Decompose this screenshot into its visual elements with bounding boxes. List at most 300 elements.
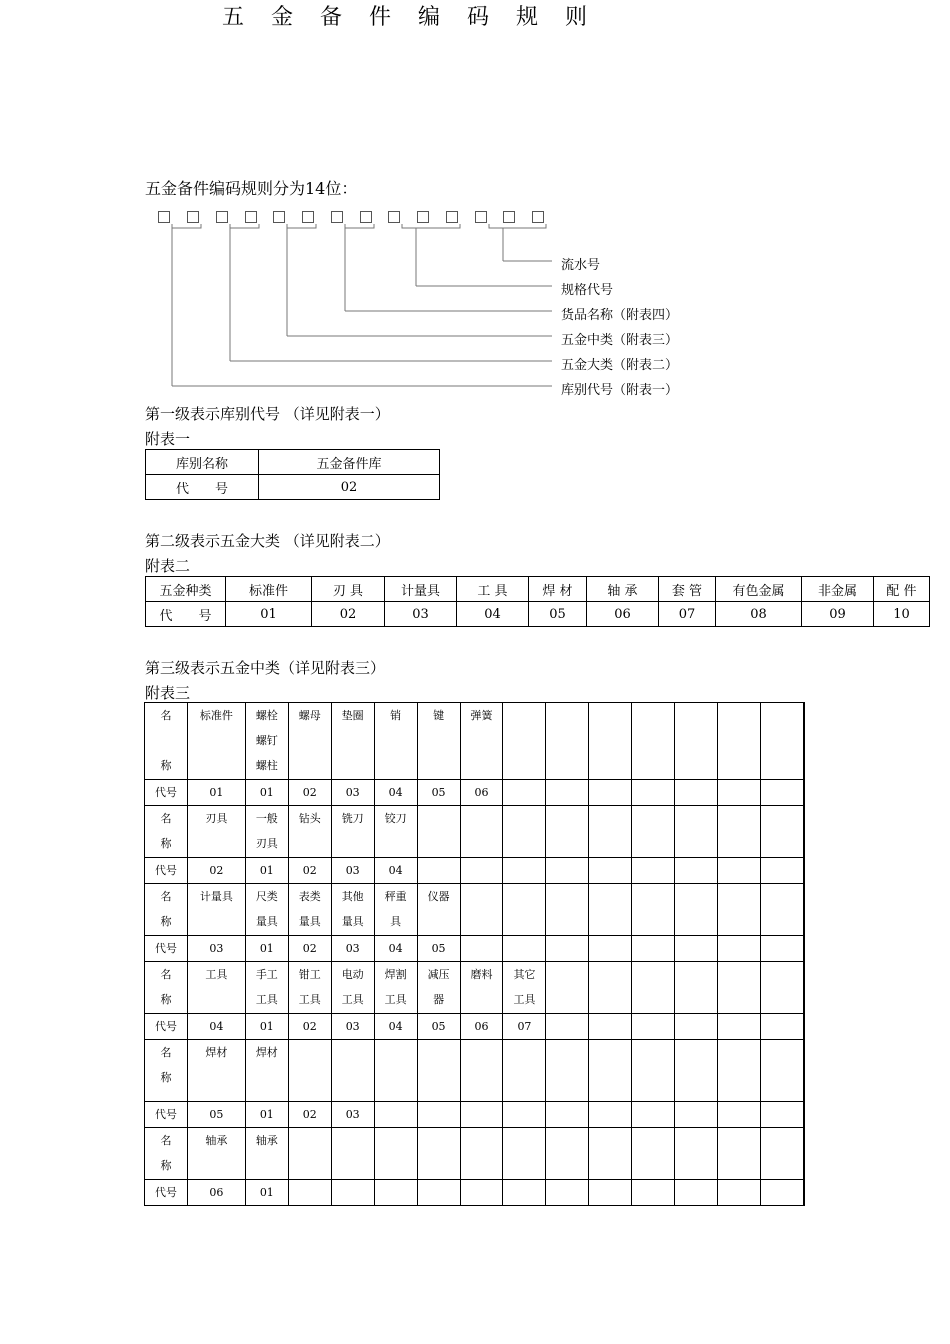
level3-table-title: 附表三: [145, 684, 191, 702]
table-row: [146, 577, 930, 602]
cell-text: 钳工: [298, 968, 321, 981]
table-cell: [503, 962, 546, 1014]
table-cell: [546, 858, 589, 884]
table-cell: [503, 1102, 546, 1128]
table-cell: 06: [460, 1014, 503, 1040]
table-cell: [760, 1014, 803, 1040]
table-cell: [374, 884, 417, 936]
table-cell: 05: [529, 602, 587, 627]
cell-text: 量具: [341, 915, 364, 928]
table-cell: [718, 1180, 761, 1206]
table-cell: [632, 936, 675, 962]
table-cell: 02: [312, 602, 385, 627]
table-cell: [288, 962, 331, 1014]
table-cell: [675, 1128, 718, 1180]
table-cell: [675, 1102, 718, 1128]
table-cell: [546, 1128, 589, 1180]
table-cell: [546, 780, 589, 806]
table-cell: 套 管: [659, 577, 716, 602]
cell-text: 磨料: [470, 968, 493, 981]
table-cell: 02: [288, 858, 331, 884]
table-cell: [675, 962, 718, 1014]
table-cell: 代号: [145, 858, 188, 884]
table-cell: [760, 806, 803, 858]
table-cell: [718, 1102, 761, 1128]
table-cell: [804, 1180, 805, 1206]
table-cell: [187, 806, 245, 858]
table-cell: 07: [503, 1014, 546, 1040]
cell-text: 尺类: [255, 890, 278, 903]
table-cell: [460, 962, 503, 1014]
table-cell: [718, 858, 761, 884]
table-cell: 代 号: [146, 475, 259, 500]
table-cell: [675, 1180, 718, 1206]
table-cell: 01: [187, 780, 245, 806]
cell-text: 一般: [255, 812, 278, 825]
cell-text: 工具: [341, 993, 364, 1006]
table-row: [145, 806, 805, 858]
table-cell: [187, 1128, 245, 1180]
table-cell: 05: [417, 936, 460, 962]
table-cell: [145, 962, 188, 1014]
table-cell: [760, 884, 803, 936]
table-cell: [760, 962, 803, 1014]
table-cell: [460, 936, 503, 962]
table-cell: [245, 884, 288, 936]
cell-text: 钻头: [298, 812, 321, 825]
table-cell: [460, 703, 503, 780]
table-cell: [632, 858, 675, 884]
table-cell: [718, 884, 761, 936]
cell-text: 轴承: [255, 1134, 278, 1147]
table-cell: [632, 806, 675, 858]
table-cell: [675, 858, 718, 884]
table-cell: [503, 1180, 546, 1206]
table-cell: [460, 858, 503, 884]
cell-text: 铰刀: [384, 812, 407, 825]
cell-text: 称: [160, 759, 172, 772]
table-cell: [331, 806, 374, 858]
table-cell: [187, 884, 245, 936]
table-cell: 计量具: [385, 577, 457, 602]
table-cell: 02: [259, 475, 440, 500]
table-cell: [503, 703, 546, 780]
cell-text: 仪器: [427, 890, 450, 903]
cell-text: 铣刀: [341, 812, 364, 825]
table-cell: [145, 884, 188, 936]
table-cell: [331, 703, 374, 780]
table-cell: [632, 1128, 675, 1180]
table-cell: [187, 703, 245, 780]
cell-text: 称: [160, 1159, 172, 1172]
table-cell: [245, 1040, 288, 1102]
table-cell: 03: [331, 858, 374, 884]
level2-table-title: 附表二: [145, 557, 191, 575]
table-cell: 02: [187, 858, 245, 884]
table-cell: 04: [374, 858, 417, 884]
table-cell: [632, 1014, 675, 1040]
table-cell: 03: [331, 780, 374, 806]
table-cell: 10: [874, 602, 930, 627]
table-cell: [632, 1040, 675, 1102]
table-cell: [503, 780, 546, 806]
table-cell: [589, 884, 632, 936]
table-cell: [546, 1040, 589, 1102]
table-cell: [718, 936, 761, 962]
table-cell: 代 号: [146, 602, 226, 627]
table-cell: [374, 1180, 417, 1206]
table-cell: 非金属: [802, 577, 874, 602]
table-cell: [675, 1040, 718, 1102]
table-cell: [503, 884, 546, 936]
table-cell: 03: [331, 936, 374, 962]
table-cell: [546, 1180, 589, 1206]
segment-label: 五金大类（附表二）: [561, 358, 679, 373]
segment-label: 五金中类（附表三）: [561, 333, 679, 348]
table-cell: 02: [288, 780, 331, 806]
cell-text: 键: [433, 709, 445, 722]
table-cell: [417, 1040, 460, 1102]
table-cell: 05: [187, 1102, 245, 1128]
table-cell: 06: [587, 602, 659, 627]
cell-text: 标准件: [199, 709, 233, 722]
table-cell: [546, 806, 589, 858]
table-cell: 06: [187, 1180, 245, 1206]
table-cell: [675, 703, 718, 780]
cell-text: 工具: [384, 993, 407, 1006]
table-cell: [374, 1128, 417, 1180]
table-row: [145, 1040, 805, 1102]
table-cell: [460, 1128, 503, 1180]
table-cell: 01: [245, 1180, 288, 1206]
table-cell: [718, 1040, 761, 1102]
table-cell: [145, 1040, 188, 1102]
table-cell: [331, 1128, 374, 1180]
table-cell: [804, 962, 805, 1014]
table-cell: [288, 1040, 331, 1102]
table-cell: [503, 858, 546, 884]
table-cell: 工 具: [457, 577, 529, 602]
table-cell: [245, 703, 288, 780]
cell-text: 焊割: [384, 968, 407, 981]
table-cell: [460, 884, 503, 936]
segment-label: 规格代号: [561, 283, 614, 298]
table-cell: [417, 884, 460, 936]
table-cell: [760, 858, 803, 884]
table-cell: [718, 1128, 761, 1180]
table-cell: [804, 936, 805, 962]
cell-text: 刃具: [255, 837, 278, 850]
table-row: [146, 602, 930, 627]
table-cell: [804, 1014, 805, 1040]
table-cell: [546, 1102, 589, 1128]
cell-text: 螺母: [298, 709, 321, 722]
cell-text: 电动: [341, 968, 364, 981]
table-cell: 09: [802, 602, 874, 627]
table-cell: [804, 1102, 805, 1128]
cell-text: 名: [160, 890, 172, 903]
cell-text: 名: [160, 1134, 172, 1147]
table-cell: [675, 806, 718, 858]
cell-text: 螺柱: [255, 759, 278, 772]
table-cell: [460, 1040, 503, 1102]
table-cell: 代号: [145, 936, 188, 962]
table-cell: 代号: [145, 1102, 188, 1128]
table-cell: 05: [417, 1014, 460, 1040]
table-cell: 代号: [145, 1180, 188, 1206]
cell-text: 量具: [298, 915, 321, 928]
table-cell: [145, 806, 188, 858]
table-cell: [760, 703, 803, 780]
table-cell: 04: [187, 1014, 245, 1040]
table-cell: [632, 703, 675, 780]
table-cell: [718, 780, 761, 806]
bracket-lines: [0, 0, 950, 400]
table-cell: 有色金属: [716, 577, 802, 602]
table-cell: 五金备件库: [259, 450, 440, 475]
table-cell: [374, 1102, 417, 1128]
table-cell: [288, 1180, 331, 1206]
cell-text: 量具: [255, 915, 278, 928]
table-cell: [374, 806, 417, 858]
cell-text: 名: [160, 968, 172, 981]
cell-text: 计量具: [199, 890, 233, 903]
table-cell: [632, 780, 675, 806]
table-cell: [546, 884, 589, 936]
cell-text: 秤重: [384, 890, 407, 903]
table-cell: [632, 1102, 675, 1128]
table-appendix-1: [145, 449, 440, 500]
table-cell: [417, 1102, 460, 1128]
cell-text: 称: [160, 915, 172, 928]
table-cell: [760, 780, 803, 806]
table-cell: 01: [245, 936, 288, 962]
table-cell: [145, 703, 188, 780]
table-cell: [503, 1128, 546, 1180]
table-row: [145, 703, 805, 780]
cell-text: 轴承: [205, 1134, 228, 1147]
table-cell: 刃 具: [312, 577, 385, 602]
cell-text: 刃具: [205, 812, 228, 825]
table-cell: 01: [245, 780, 288, 806]
table-cell: 03: [331, 1014, 374, 1040]
table-row: [145, 1102, 805, 1128]
cell-text: 其它: [513, 968, 536, 981]
table-cell: [331, 884, 374, 936]
table-cell: 04: [374, 1014, 417, 1040]
table-cell: 01: [245, 1102, 288, 1128]
table-cell: [675, 1014, 718, 1040]
table-cell: 03: [331, 1102, 374, 1128]
table-cell: 代号: [145, 1014, 188, 1040]
table-cell: 轴 承: [587, 577, 659, 602]
level1-table-title: 附表一: [145, 430, 191, 448]
table-row: [145, 780, 805, 806]
table-cell: [589, 806, 632, 858]
cell-text: 工具: [513, 993, 536, 1006]
table-cell: [288, 703, 331, 780]
table-cell: [760, 1180, 803, 1206]
table-cell: 01: [226, 602, 312, 627]
cell-text: 弹簧: [470, 709, 493, 722]
table-row: [145, 936, 805, 962]
table-cell: [589, 962, 632, 1014]
table-cell: [760, 1128, 803, 1180]
table-cell: [245, 1128, 288, 1180]
cell-text: 表类: [298, 890, 321, 903]
cell-text: 螺栓: [255, 709, 278, 722]
level1-heading: 第一级表示库别代号 （详见附表一）: [145, 405, 390, 423]
segment-label: 货品名称（附表四）: [561, 308, 679, 323]
table-appendix-2: [145, 576, 930, 627]
table-cell: [760, 936, 803, 962]
cell-text: 工具: [255, 993, 278, 1006]
table-cell: 01: [245, 858, 288, 884]
table-cell: [546, 962, 589, 1014]
table-cell: [589, 1014, 632, 1040]
table-cell: [675, 780, 718, 806]
intro-text: 五金备件编码规则分为14位：: [145, 179, 358, 198]
table-cell: [589, 1040, 632, 1102]
cell-text: 名: [160, 709, 172, 722]
table-cell: 代号: [145, 780, 188, 806]
table-row: [145, 858, 805, 884]
table-cell: [632, 1180, 675, 1206]
table-row: [145, 884, 805, 936]
cell-text: 减压: [427, 968, 450, 981]
segment-label: 库别代号（附表一）: [561, 383, 679, 398]
cell-text: 称: [160, 837, 172, 850]
table-row: [146, 475, 440, 500]
table-row: [145, 1014, 805, 1040]
cell-text: 工具: [298, 993, 321, 1006]
level2-heading: 第二级表示五金大类 （详见附表二）: [145, 532, 390, 550]
cell-text: 器: [433, 993, 445, 1006]
cell-text: 焊材: [255, 1046, 278, 1059]
table-cell: [417, 1128, 460, 1180]
table-cell: 04: [374, 936, 417, 962]
table-cell: [718, 703, 761, 780]
table-cell: 焊 材: [529, 577, 587, 602]
table-cell: [760, 1040, 803, 1102]
table-cell: [718, 962, 761, 1014]
table-cell: [460, 1180, 503, 1206]
table-cell: [374, 703, 417, 780]
table-cell: [288, 884, 331, 936]
cell-text: 名: [160, 812, 172, 825]
cell-text: 称: [160, 1071, 172, 1084]
table-cell: 07: [659, 602, 716, 627]
table-cell: [589, 858, 632, 884]
table-cell: [804, 884, 805, 936]
table-row: [145, 1128, 805, 1180]
table-cell: [675, 884, 718, 936]
table-cell: 02: [288, 1014, 331, 1040]
table-row: [145, 1180, 805, 1206]
cell-text: 销: [390, 709, 402, 722]
table-cell: [503, 1040, 546, 1102]
table-cell: [245, 962, 288, 1014]
cell-text: 焊材: [205, 1046, 228, 1059]
table-cell: [331, 1040, 374, 1102]
table-cell: [245, 806, 288, 858]
table-cell: [417, 703, 460, 780]
cell-text: 垫圈: [341, 709, 364, 722]
table-cell: [503, 806, 546, 858]
table-cell: [718, 806, 761, 858]
table-cell: [503, 936, 546, 962]
table-cell: [417, 962, 460, 1014]
table-cell: [374, 962, 417, 1014]
table-cell: 配 件: [874, 577, 930, 602]
table-cell: 03: [187, 936, 245, 962]
table-cell: 04: [457, 602, 529, 627]
table-cell: [804, 806, 805, 858]
table-cell: [546, 1014, 589, 1040]
table-cell: [804, 858, 805, 884]
table-row: [145, 962, 805, 1014]
cell-text: 手工: [255, 968, 278, 981]
table-cell: 02: [288, 1102, 331, 1128]
table-cell: [718, 1014, 761, 1040]
table-cell: 06: [460, 780, 503, 806]
table-cell: [460, 806, 503, 858]
table-cell: [632, 884, 675, 936]
table-cell: [417, 806, 460, 858]
table-cell: [288, 806, 331, 858]
table-cell: 五金种类: [146, 577, 226, 602]
cell-text: 工具: [205, 968, 228, 981]
table-cell: [546, 936, 589, 962]
table-cell: [675, 936, 718, 962]
table-cell: [589, 703, 632, 780]
table-cell: [589, 936, 632, 962]
table-cell: [589, 1180, 632, 1206]
table-cell: 库别名称: [146, 450, 259, 475]
table-cell: [804, 1040, 805, 1102]
table-cell: [417, 1180, 460, 1206]
table-cell: [417, 858, 460, 884]
table-cell: [288, 1128, 331, 1180]
cell-text: 其他: [341, 890, 364, 903]
segment-label: 流水号: [561, 258, 601, 273]
table-cell: 02: [288, 936, 331, 962]
level3-heading: 第三级表示五金中类（详见附表三）: [145, 659, 386, 677]
table-cell: [331, 962, 374, 1014]
table-cell: [804, 1128, 805, 1180]
cell-text: 名: [160, 1046, 172, 1059]
cell-text: 具: [390, 915, 402, 928]
table-cell: 08: [716, 602, 802, 627]
table-cell: [187, 1040, 245, 1102]
table-cell: [460, 1102, 503, 1128]
table-cell: [331, 1180, 374, 1206]
table-cell: 04: [374, 780, 417, 806]
table-cell: 03: [385, 602, 457, 627]
table-cell: [760, 1102, 803, 1128]
table-row: [146, 450, 440, 475]
table-cell: 01: [245, 1014, 288, 1040]
table-cell: [589, 1102, 632, 1128]
table-appendix-3: [144, 702, 805, 1206]
table-cell: [374, 1040, 417, 1102]
table-cell: 标准件: [226, 577, 312, 602]
table-cell: 05: [417, 780, 460, 806]
table-cell: [187, 962, 245, 1014]
table-cell: [546, 703, 589, 780]
cell-text: [145, 728, 187, 753]
table-cell: [145, 1128, 188, 1180]
